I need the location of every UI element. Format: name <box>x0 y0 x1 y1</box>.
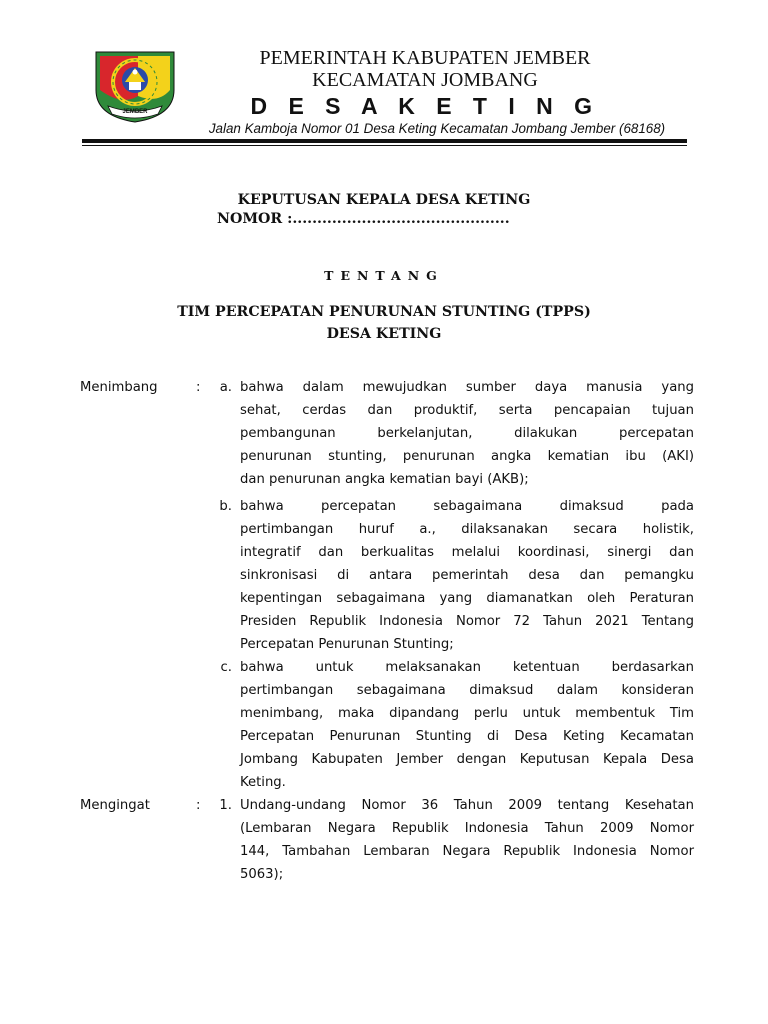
mengingat-colon: : <box>196 798 201 813</box>
text-line: Undang-undang Nomor 36 Tahun 2009 tentang Kesehatan <box>240 798 694 813</box>
text-line: Percepatan Penurunan Stunting di Desa Keting Kecamatan <box>240 729 694 744</box>
text-line: menimbang, maka dipandang perlu untuk membentuk Tim <box>240 706 694 721</box>
text-line: 5063); <box>240 867 284 882</box>
menimbang-label: Menimbang <box>80 380 158 395</box>
decree-subject-line1: TIM PERCEPATAN PENURUNAN STUNTING (TPPS) <box>177 304 591 320</box>
text-line: dan penurunan angka kematian bayi (AKB); <box>240 472 529 487</box>
text-line: Jombang Kabupaten Jember dengan Keputusan Kepala Desa <box>240 752 694 767</box>
menimbang-item-b-mark: b. <box>219 499 232 514</box>
menimbang-item-c <box>240 656 694 794</box>
text-line: bahwa percepatan sebagaimana dimaksud pada <box>240 499 694 514</box>
mengingat-label: Mengingat <box>80 798 150 813</box>
mengingat-item-1-mark: 1. <box>219 798 232 813</box>
decree-title: KEPUTUSAN KEPALA DESA KETING <box>237 192 531 208</box>
decree-subject-line2: DESA KETING <box>326 326 442 342</box>
text-line: Presiden Republik Indonesia Nomor 72 Tahun 2021 Tentang <box>240 614 694 629</box>
letterhead-village: D E S A K E T I N G <box>250 93 600 119</box>
text-line: pertimbangan huruf a., dilaksanakan secara holistik, <box>240 522 694 537</box>
text-line: penurunan stunting, penurunan angka kematian ibu (AKI) <box>240 449 694 464</box>
text-line: Keting. <box>240 775 286 790</box>
text-line: bahwa untuk melaksanakan ketentuan berdasarkan <box>240 660 694 675</box>
menimbang-colon: : <box>196 380 201 395</box>
letterhead-district: KECAMATAN JOMBANG <box>312 69 538 91</box>
menimbang-item-a <box>240 376 694 491</box>
menimbang-item-c-mark: c. <box>220 660 232 675</box>
text-line: 144, Tambahan Lembaran Negara Republik Indonesia Nomor <box>240 844 694 859</box>
menimbang-item-b <box>240 495 694 656</box>
letterhead-rule-thick <box>82 139 687 143</box>
text-line: kepentingan sebagaimana yang diamanatkan oleh Peraturan <box>240 591 694 606</box>
mengingat-item-1 <box>240 794 694 886</box>
text-line: pembangunan berkelanjutan, dilakukan percepatan <box>240 426 694 441</box>
text-line: (Lembaran Negara Republik Indonesia Tahun 2009 Nomor <box>240 821 694 836</box>
letterhead-address: Jalan Kamboja Nomor 01 Desa Keting Kecamatan Jombang Jember (68168) <box>208 121 666 136</box>
text-line: bahwa dalam mewujudkan sumber daya manusia yang <box>240 380 694 395</box>
text-line: sehat, cerdas dan produktif, serta pencapaian tujuan <box>240 403 694 418</box>
letterhead-rule-thin <box>82 145 687 146</box>
letterhead-government: PEMERINTAH KABUPATEN JEMBER <box>259 47 591 69</box>
text-line: Percepatan Penurunan Stunting; <box>240 637 454 652</box>
decree-number: NOMOR :............................................ <box>217 211 510 227</box>
text-line: pertimbangan sebagaimana dimaksud dalam konsideran <box>240 683 694 698</box>
menimbang-item-a-mark: a. <box>219 380 232 395</box>
jember-emblem-logo <box>92 46 178 124</box>
logo-ribbon-text: JEMBER <box>122 109 148 115</box>
text-line: sinkronisasi di antara pemerintah desa dan pemangku <box>240 568 694 583</box>
text-line: integratif dan berkualitas melalui koordinasi, sinergi dan <box>240 545 694 560</box>
decree-tentang: TENTANG <box>324 268 444 283</box>
